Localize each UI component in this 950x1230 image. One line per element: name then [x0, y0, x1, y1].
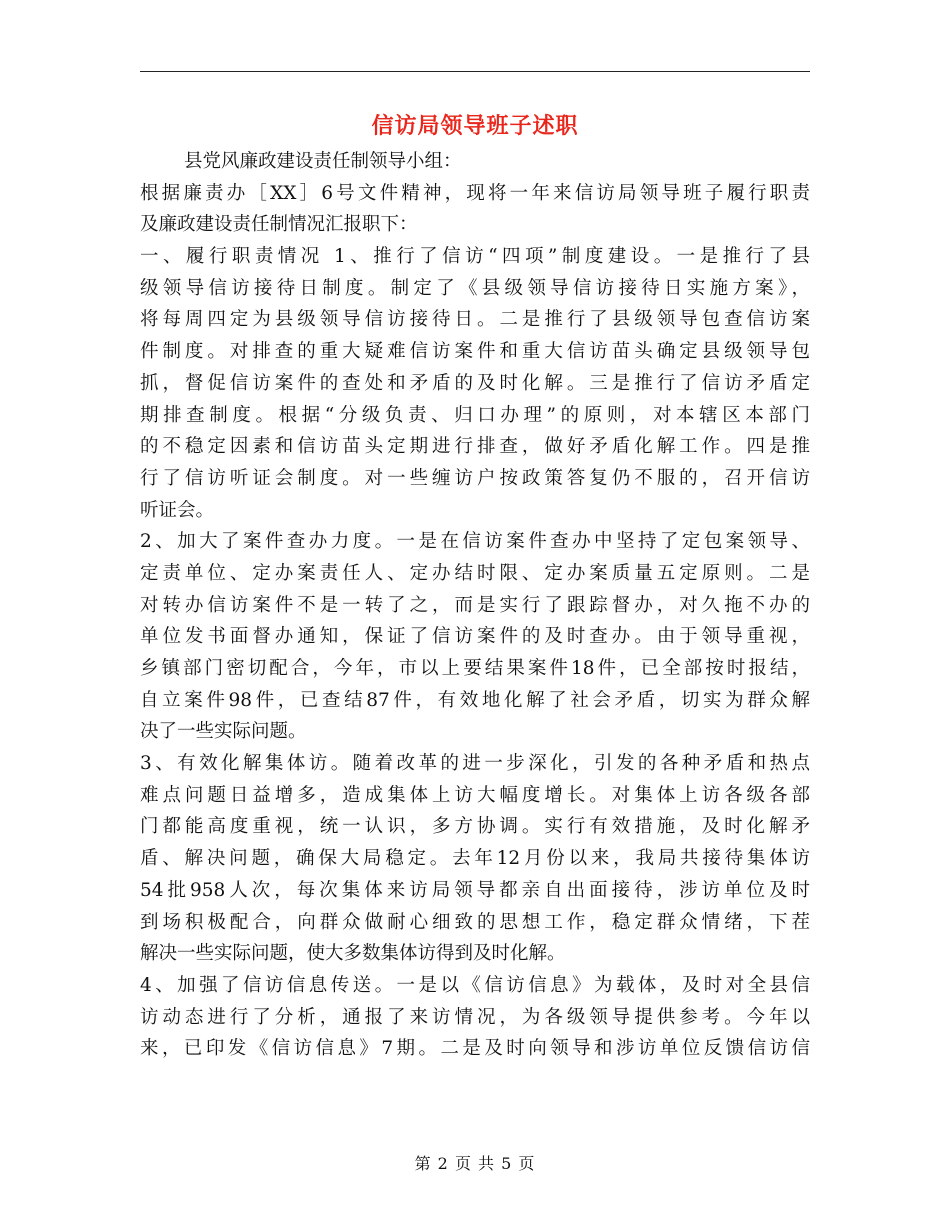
text-line: 听证会。: [140, 499, 215, 521]
document-body: [140, 146, 810, 1065]
text-line: 3、有效化解集体访。随着改革的进一步深化，引发的各种矛盾和热点: [140, 753, 810, 775]
text-line: 54批958人次，每次集体来访局领导都亲自出面接待，涉访单位及时: [140, 879, 810, 901]
text-line: 2、加大了案件查办力度。一是在信访案件查办中坚持了定包案领导、: [140, 531, 810, 553]
text-line: 根据廉责办［XX］6号文件精神，现将一年来信访局领导班子履行职责: [140, 182, 810, 204]
document-title: 信访局领导班子述职: [371, 113, 579, 139]
text-line: 一、履行职责情况 1、推行了信访“四项”制度建设。一是推行了县: [140, 246, 810, 268]
text-line: 访动态进行了分析，通报了来访情况，为各级领导提供参考。今年以: [140, 1006, 810, 1028]
text-line: 期排查制度。根据“分级负责、归口办理”的原则，对本辖区本部门: [140, 404, 810, 426]
text-line: 决了一些实际问题。: [140, 721, 307, 743]
text-line: 将每周四定为县级领导信访接待日。二是推行了县级领导包查信访案: [140, 309, 810, 331]
text-line: 解决一些实际问题，使大多数集体访得到及时化解。: [140, 943, 566, 965]
text-line: 自立案件98件，已查结87件，有效地化解了社会矛盾，切实为群众解: [140, 689, 810, 711]
text-line: 门都能高度重视，统一认识，多方协调。实行有效措施，及时化解矛: [140, 816, 810, 838]
text-line: 到场积极配合，向群众做耐心细致的思想工作，稳定群众情绪，下茬: [140, 911, 810, 933]
text-line: 单位发书面督办通知，保证了信访案件的及时查办。由于领导重视，: [140, 626, 810, 648]
text-line: 定责单位、定办案责任人、定办结时限、定办案质量五定原则。二是: [140, 562, 810, 584]
text-line: 乡镇部门密切配合，今年，市以上要结果案件18件，已全部按时报结，: [140, 658, 810, 679]
salutation-line: 县党风廉政建设责任制领导小组：: [184, 151, 462, 172]
text-line: 难点问题日益增多，造成集体上访大幅度增长。对集体上访各级各部: [140, 784, 810, 806]
text-line: 件制度。对排查的重大疑难信访案件和重大信访苗头确定县级领导包: [140, 341, 810, 363]
text-line: 及廉政建设责任制情况汇报职下：: [140, 214, 418, 236]
text-line: 行了信访听证会制度。对一些缠访户按政策答复仍不服的，召开信访: [140, 467, 810, 489]
text-line: 抓，督促信访案件的查处和矛盾的及时化解。三是推行了信访矛盾定: [140, 372, 810, 394]
header-rule: [140, 71, 810, 72]
text-line: 盾、解决问题，确保大局稳定。去年12月份以来，我局共接待集体访: [140, 848, 810, 870]
text-line: 4、加强了信访信息传送。一是以《信访信息》为载体，及时对全县信: [140, 974, 810, 996]
text-line: 的不稳定因素和信访苗头定期进行排查，做好矛盾化解工作。四是推: [140, 436, 810, 458]
text-line: 对转办信访案件不是一转了之，而是实行了跟踪督办，对久拖不办的: [140, 594, 810, 616]
text-line: 来，已印发《信访信息》7期。二是及时向领导和涉访单位反馈信访信: [140, 1038, 810, 1060]
page-number: 第 2 页 共 5 页: [414, 1154, 536, 1173]
text-line: 级领导信访接待日制度。制定了《县级领导信访接待日实施方案》，: [140, 277, 810, 299]
